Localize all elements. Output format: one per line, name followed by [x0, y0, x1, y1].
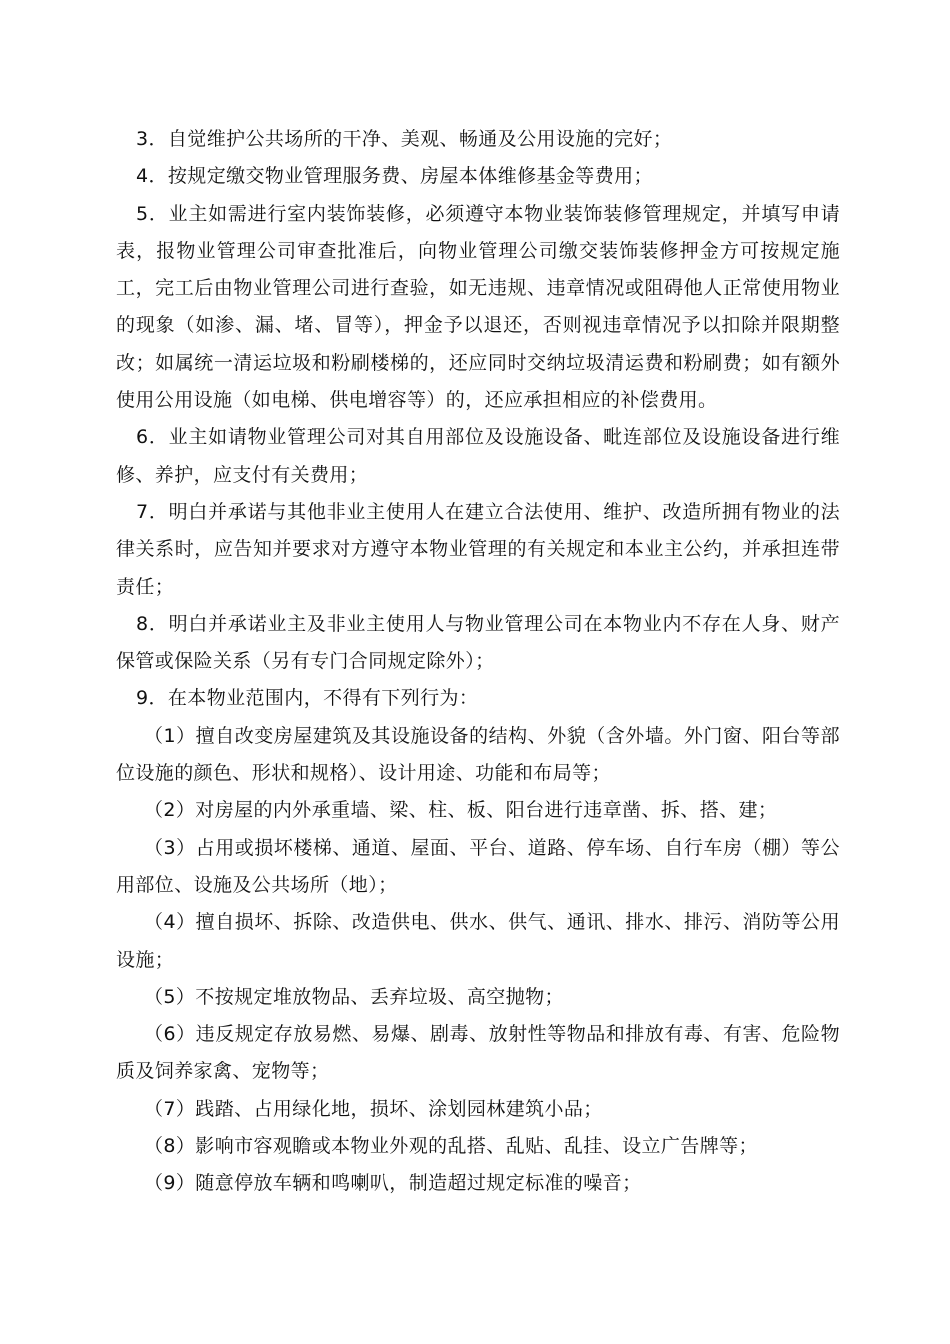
document-body [116, 121, 840, 1203]
sub-item-3: （3）占用或损坏楼梯、通道、屋面、平台、道路、停车场、自行车房（棚）等公用部位、设施及公共场所（地）； [116, 836, 840, 896]
sub-item-1: （1）擅自改变房屋建筑及其设施设备的结构、外貌（含外墙。外门窗、阳台等部位设施的颜色、形状和规格）、设计用途、功能和布局等； [116, 724, 840, 785]
sub-item-6: （6）违反规定存放易燃、易爆、剧毒、放射性等物品和排放有毒、有害、危险物质及饲养家禽、宠物等； [116, 1023, 840, 1083]
paragraph-7: 7．明白并承诺与其他非业主使用人在建立合法使用、维护、改造所拥有物业的法律关系时，应告知并要求对方遵守本物业管理的有关规定和本业主公约，并承担连带责任； [116, 500, 840, 598]
paragraph-5: 5．业主如需进行室内装饰装修，必须遵守本物业装饰装修管理规定，并填写申请表，报物业管理公司审查批准后，向物业管理公司缴交装饰装修押金方可按规定施工，完工后由物业管理公司进行查验，如无违规、违章情况或阻碍他人正常使用物业的现象（如渗、漏、堵、冒等），押金予以退还，否则视违章情况予以扣除并限期整改；如属统一清运垃圾和粉刷楼梯的，还应同时交纳垃圾清运费和粉刷费；如有额外使用公用设施（如电梯、供电增容等）的，还应承担相应的补偿费用。 [116, 202, 840, 412]
paragraph-3: 3．自觉维护公共场所的干净、美观、畅通及公用设施的完好； [136, 128, 673, 150]
paragraph-9: 9．在本物业范围内，不得有下列行为： [136, 687, 479, 710]
paragraph-4: 4．按规定缴交物业管理服务费、房屋本体维修基金等费用； [136, 165, 653, 188]
paragraph-6: 6．业主如请物业管理公司对其自用部位及设施设备、毗连部位及设施设备进行维修、养护，应支付有关费用； [116, 426, 840, 486]
sub-item-5: （5）不按规定堆放物品、丢弃垃圾、高空抛物； [144, 985, 564, 1008]
sub-item-9: （9）随意停放车辆和鸣喇叭，制造超过规定标准的噪音； [144, 1172, 642, 1195]
sub-item-2: （2）对房屋的内外承重墙、梁、柱、板、阳台进行违章凿、拆、搭、建； [144, 799, 778, 822]
sub-item-4: （4）擅自损坏、拆除、改造供电、供水、供气、通讯、排水、排污、消防等公用设施； [116, 911, 840, 971]
sub-item-8: （8）影响市容观瞻或本物业外观的乱搭、乱贴、乱挂、设立广告牌等； [144, 1135, 758, 1158]
sub-item-7: （7）践踏、占用绿化地，损坏、涂划园林建筑小品； [144, 1097, 603, 1120]
paragraph-8: 8．明白并承诺业主及非业主使用人与物业管理公司在本物业内不存在人身、财产保管或保险关系（另有专门合同规定除外）； [116, 612, 840, 673]
